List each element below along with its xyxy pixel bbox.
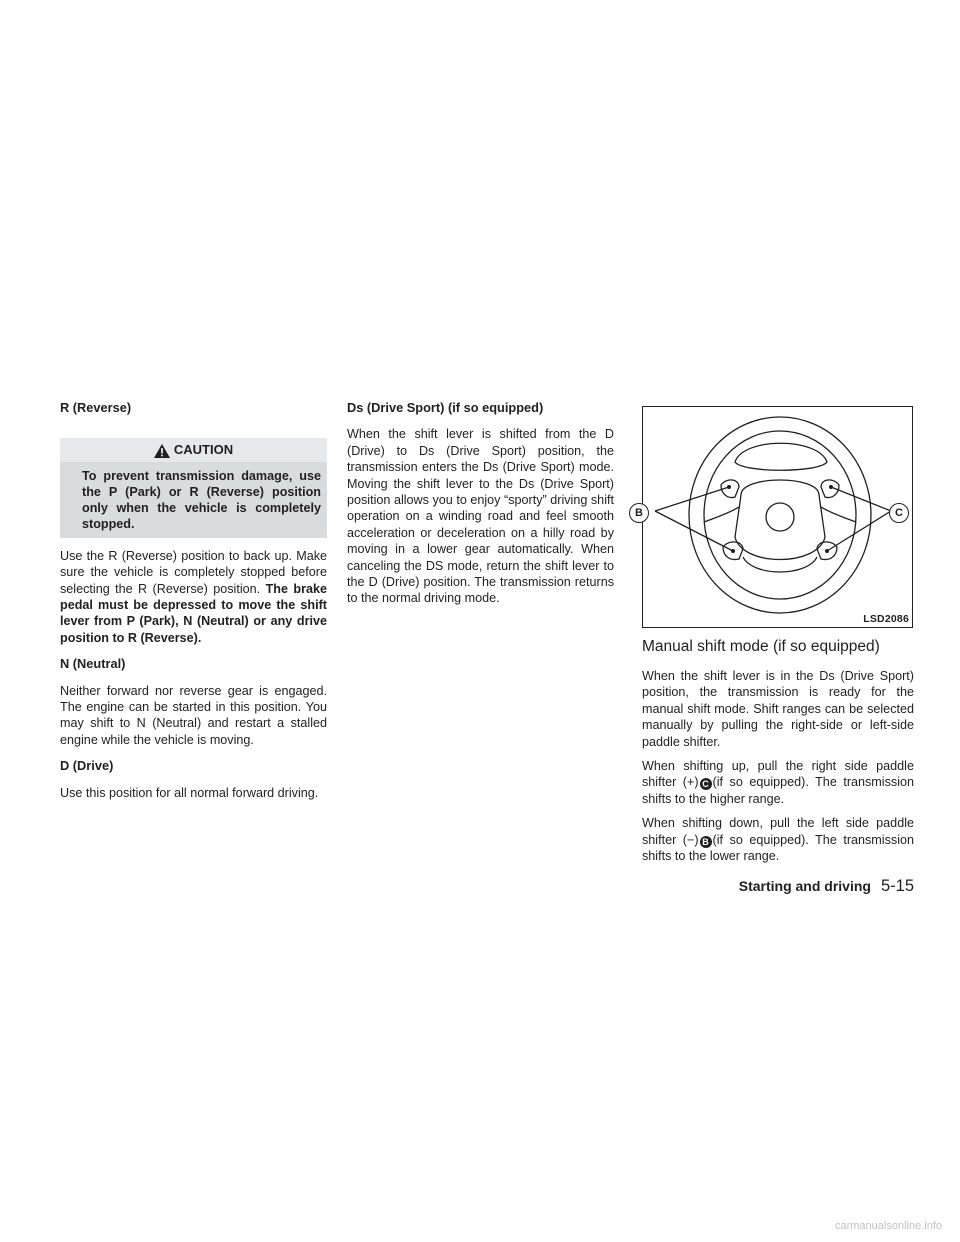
figure-label-c-text: C [889,503,909,523]
reverse-bold-text: The brake pedal must be depressed to move the shift lever from P (Park), N (Neutral) or any drive position to R (Reverse). [60,581,328,645]
neutral-text: Neither forward nor reverse gear is engaged. The engine can be started in this position. You may shift to N (Neutral) and restart a stalled engine while the vehicle is moving. [60,683,327,747]
shift-up-paragraph [642,758,914,807]
reverse-heading: R (Reverse) [60,400,132,415]
ds-text: When the shift lever is shifted from the D (Drive) to Ds (Drive Sport) position, the transmission enters the Ds (Drive Sport) mode. Moving the shift lever to the Ds (Drive Sport) position allows you to enjoy “sporty” driving shift operation on a winding road and feel smooth acceleration or deceleration on a hilly road by moving in a lower gear automatically. When canceling the DS mode, return the shift lever to the D (Drive) position. The transmission returns to the normal driving mode. [347,427,614,606]
warning-icon [154,444,170,458]
column-2 [347,400,614,615]
ds-heading: Ds (Drive Sport) (if so equipped) [347,400,544,415]
shift-down-text-a: When shifting down, pull the left side paddle shifter (−) [642,816,914,847]
manual-shift-heading: Manual shift mode (if so equipped) [642,638,880,655]
watermark: carmanualsonline.info [834,1220,942,1232]
neutral-heading: N (Neutral) [60,656,126,672]
caution-box [60,438,327,537]
column-3 [642,668,914,872]
shift-down-text-b: (if so equipped). The transmission shifts to the lower range. [642,832,915,864]
drive-text: Use this position for all normal forward driving. [60,785,319,800]
caution-header [60,438,327,461]
steering-wheel-figure [635,406,913,628]
marker-b-icon: B [700,836,712,848]
figure-label-b-text: B [629,503,649,523]
shift-up-text-a: When shifting up, pull the right side paddle shifter (+) [642,759,914,790]
manual-shift-text: When the shift lever is in the Ds (Drive Sport) position, the transmission is ready for the manual shift mode. Shift ranges can be selected manually by pulling the right-side or left-side paddle shifter. [642,669,914,749]
reverse-text: Use the R (Reverse) position to back up. Make sure the vehicle is completely stopped before selecting the R (Reverse) position. [60,548,327,596]
page-number: 5-15 [880,877,914,895]
shift-down-paragraph [642,815,914,864]
section-title: Starting and driving [738,878,871,894]
page-footer [739,877,914,896]
caution-title: CAUTION [173,442,234,458]
shift-up-text-b: (if so equipped). The transmission shifts to the higher range. [642,775,915,806]
drive-heading: D (Drive) [60,758,114,774]
caution-text: To prevent transmission damage, use the P (Park) or R (Reverse) position only when the vehicle is completely stopped. [82,468,321,531]
reverse-paragraph [60,548,327,646]
figure-code: LSD2086 [863,613,909,625]
marker-c-icon: C [700,778,712,790]
column-1 [60,400,327,809]
steering-wheel-illustration [643,407,912,627]
